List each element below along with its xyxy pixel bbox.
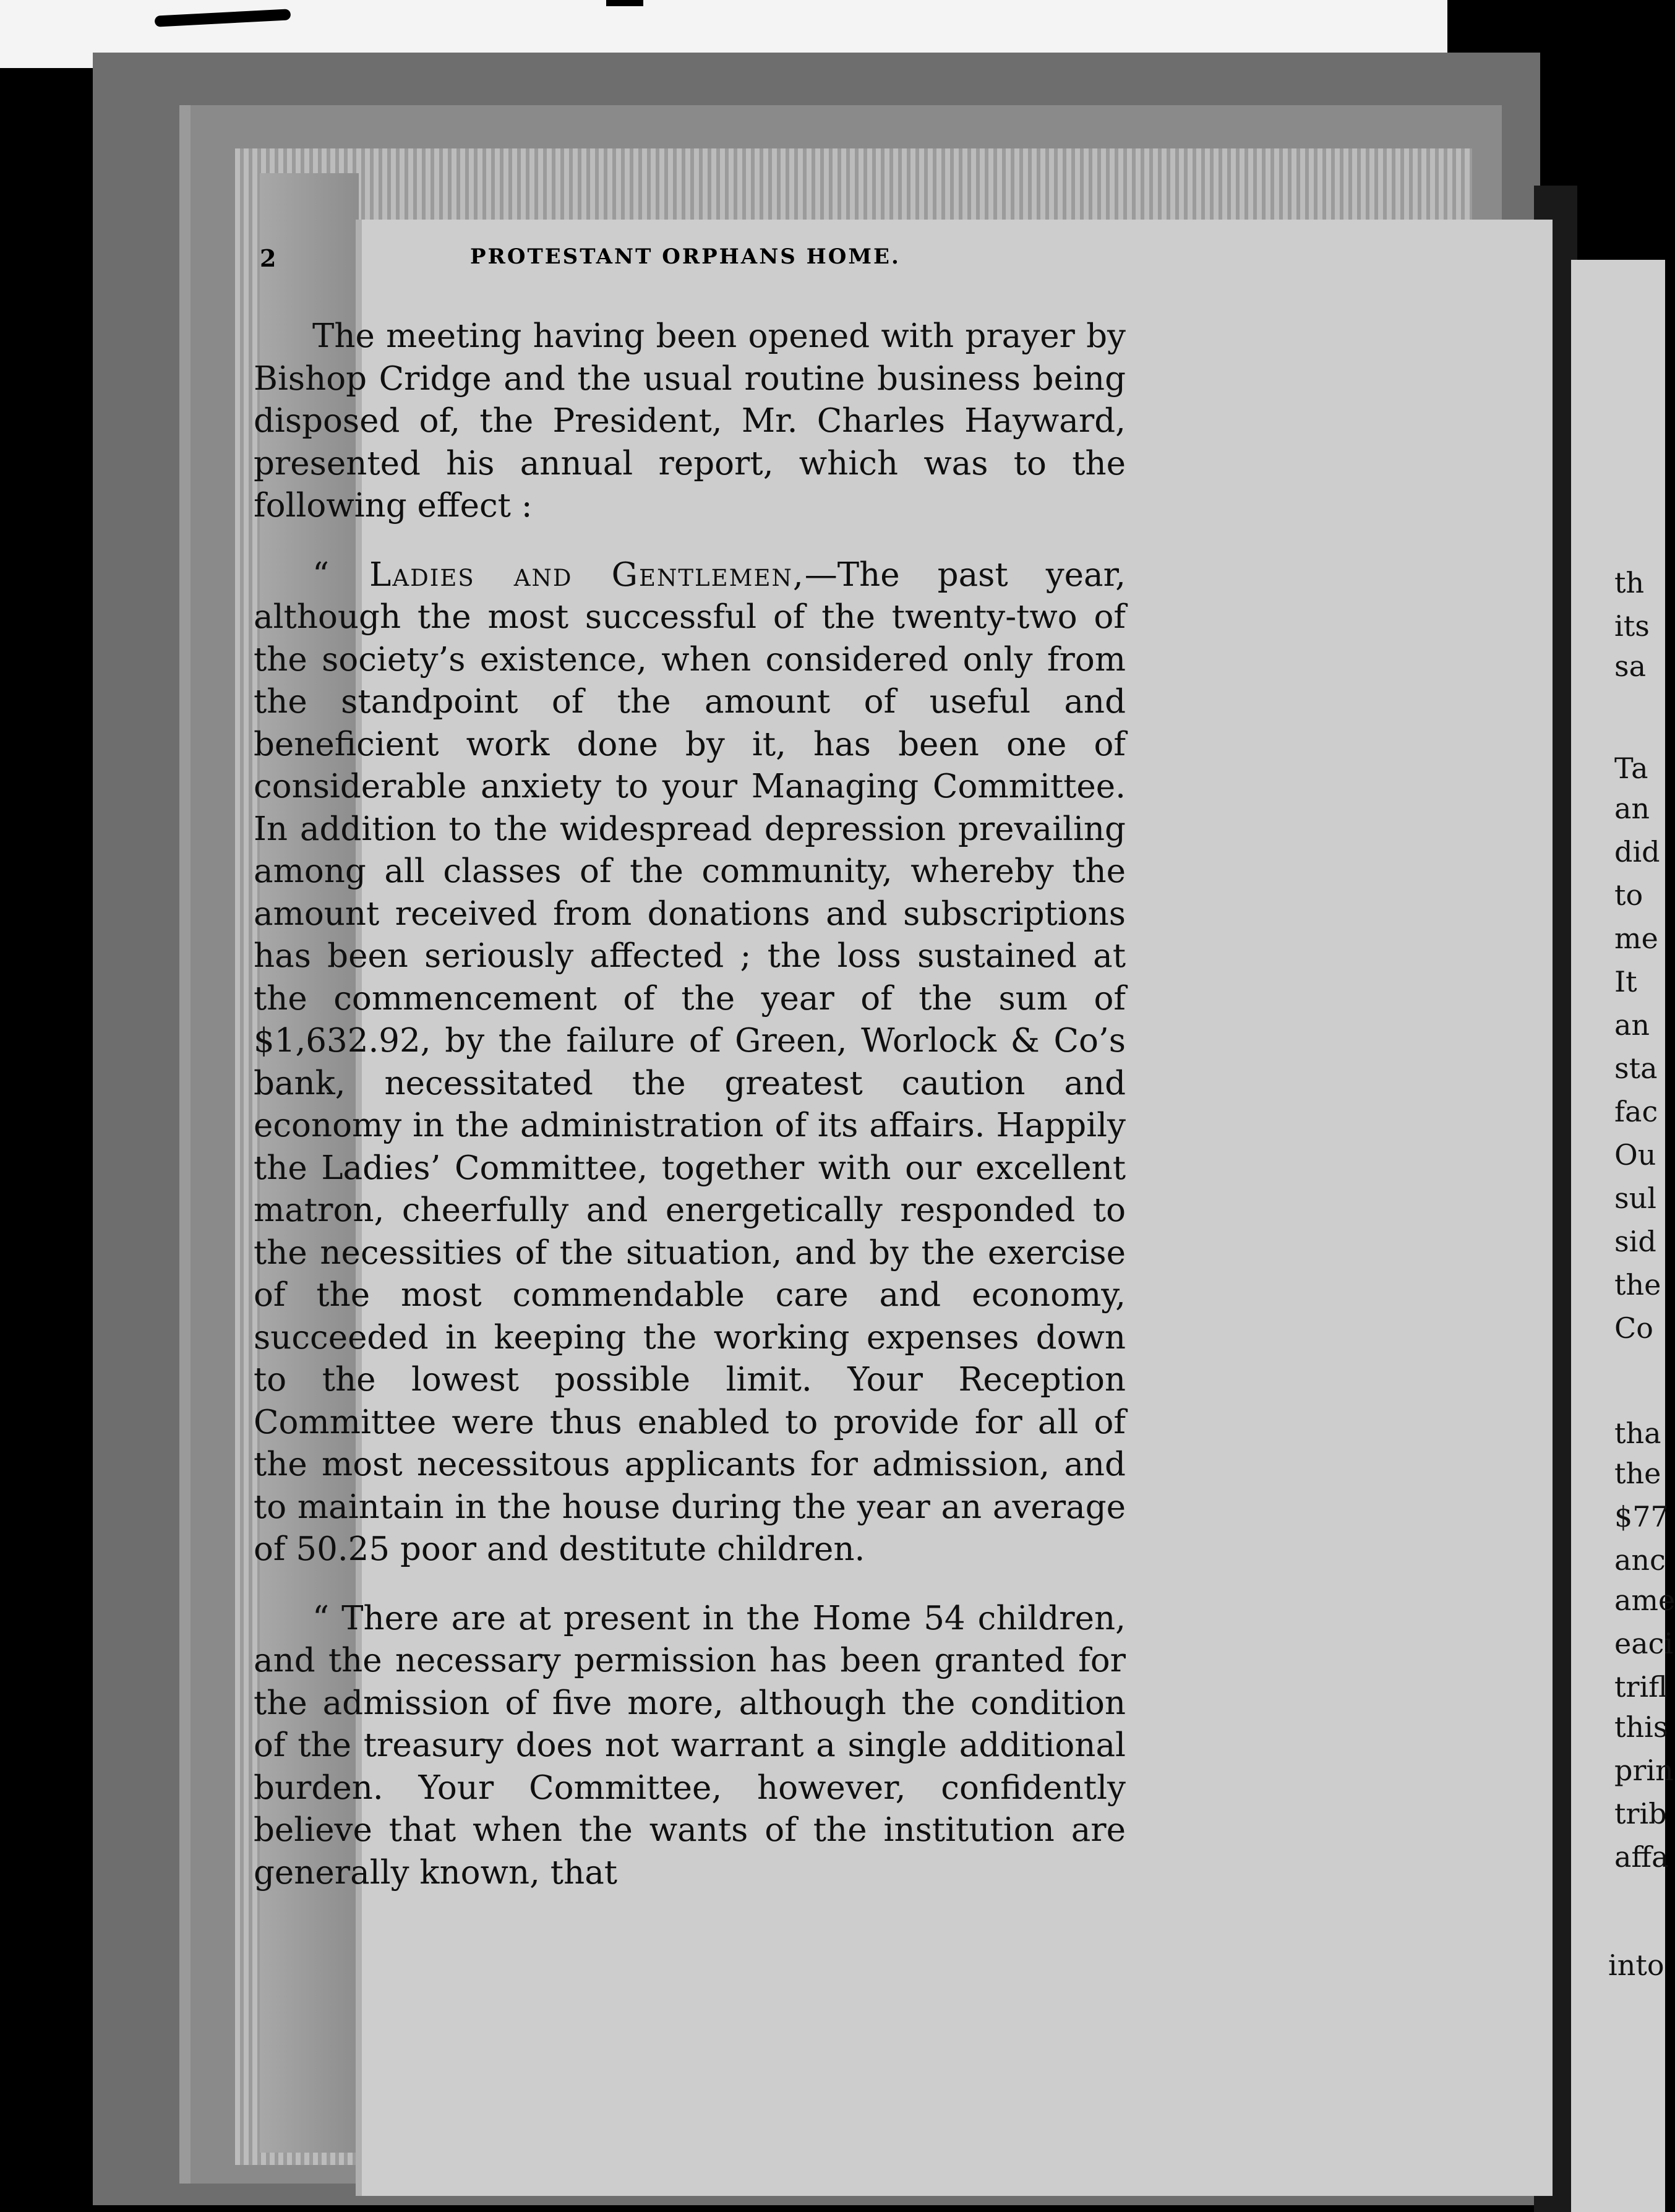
facing-page-fragment: tha <box>1614 1417 1661 1450</box>
facing-page-fragment: $77 <box>1614 1500 1669 1533</box>
paragraph: The meeting having been opened with prayer by Bishop Cridge and the usual routine business being disposed of, the President, Mr. Charles Hayward, presented his annual report, which was to the following effect : <box>254 317 1126 525</box>
facing-page-fragment: trib <box>1614 1797 1667 1830</box>
facing-page-fragment: prin <box>1614 1754 1674 1787</box>
facing-page-fragment: ame <box>1614 1584 1675 1617</box>
ink-scratch <box>155 9 291 27</box>
ink-scratch <box>606 0 643 6</box>
facing-page-fragment: anc <box>1614 1543 1666 1577</box>
facing-page-fragment: sid <box>1614 1225 1656 1258</box>
facing-page-fragment: Co <box>1614 1311 1653 1345</box>
facing-page-fragment: trifl <box>1614 1670 1668 1704</box>
facing-page-fragment: this <box>1614 1710 1668 1744</box>
facing-page-fragment: sul <box>1614 1181 1656 1215</box>
paragraph-text: —The past year, although the most successful of the twenty-two of the society’s existence, when considered only from the standpoint of the amount of useful and beneficient work done by it, has been one of considerable anxiety to your Managing Committee. In addition to the widespread depression prevailing among all classes of the community, whereby the amount received from donations and subscriptions has been seriously affected ; the loss sustained at the commencement of the year of the sum of $1,632.92, by the failure of Green, Worlock & Co’s bank, necessitated the greatest caution and economy in the administration of its affairs. Happily the Ladies’ Committee, together with our excellent matron, cheerfully and energetically responded to the necessities of the situation, and by the exercise of the most commendable care and economy, succeeded in keeping the working expenses down to the lowest possible limit. Your Reception Committee were thus enabled to provide for all of the most necessitous applicants for admission, and to maintain in the house during the year an average of 50.25 poor and destitute children. <box>254 555 1126 1568</box>
facing-page-fragment: an <box>1614 792 1650 825</box>
facing-page-fragment: It <box>1614 965 1637 998</box>
facing-page-fragment: fac <box>1614 1095 1658 1128</box>
facing-page-fragment: sa <box>1614 649 1647 683</box>
header-title: PROTESTANT ORPHANS HOME. <box>470 244 901 269</box>
facing-page-fragment: eaci <box>1614 1627 1674 1660</box>
running-header <box>260 244 1274 281</box>
facing-page-fragment: th <box>1614 566 1645 599</box>
page-number: 2 <box>260 244 278 272</box>
facing-page-fragment: the <box>1614 1268 1661 1301</box>
facing-page-fragment: to <box>1614 878 1643 912</box>
facing-page-fragment: affa <box>1614 1840 1669 1874</box>
facing-page-fragment: its <box>1614 609 1650 643</box>
paragraph <box>254 554 1126 1571</box>
facing-page-fragment: the <box>1614 1457 1661 1490</box>
facing-page-fragment: sta <box>1614 1052 1658 1085</box>
facing-page-fragment: me <box>1614 922 1658 955</box>
facing-page-fragment: an <box>1614 1008 1650 1042</box>
salutation: “ Ladies and Gentlemen, <box>312 555 805 594</box>
facing-page-fragment: did <box>1614 835 1660 868</box>
body-text <box>254 315 1126 1921</box>
facing-page-fragment: into <box>1608 1948 1664 1982</box>
facing-page-fragment: Ta <box>1614 752 1648 785</box>
facing-page-fragment: Ou <box>1614 1138 1656 1172</box>
paragraph: “ There are at present in the Home 54 children, and the necessary permission has been granted for the admission of five more, although the condition of the treasury does not warrant a single additional burden. Your Committee, however, confidently believe that when the wants of the institution are generally known, that <box>254 1599 1126 1892</box>
